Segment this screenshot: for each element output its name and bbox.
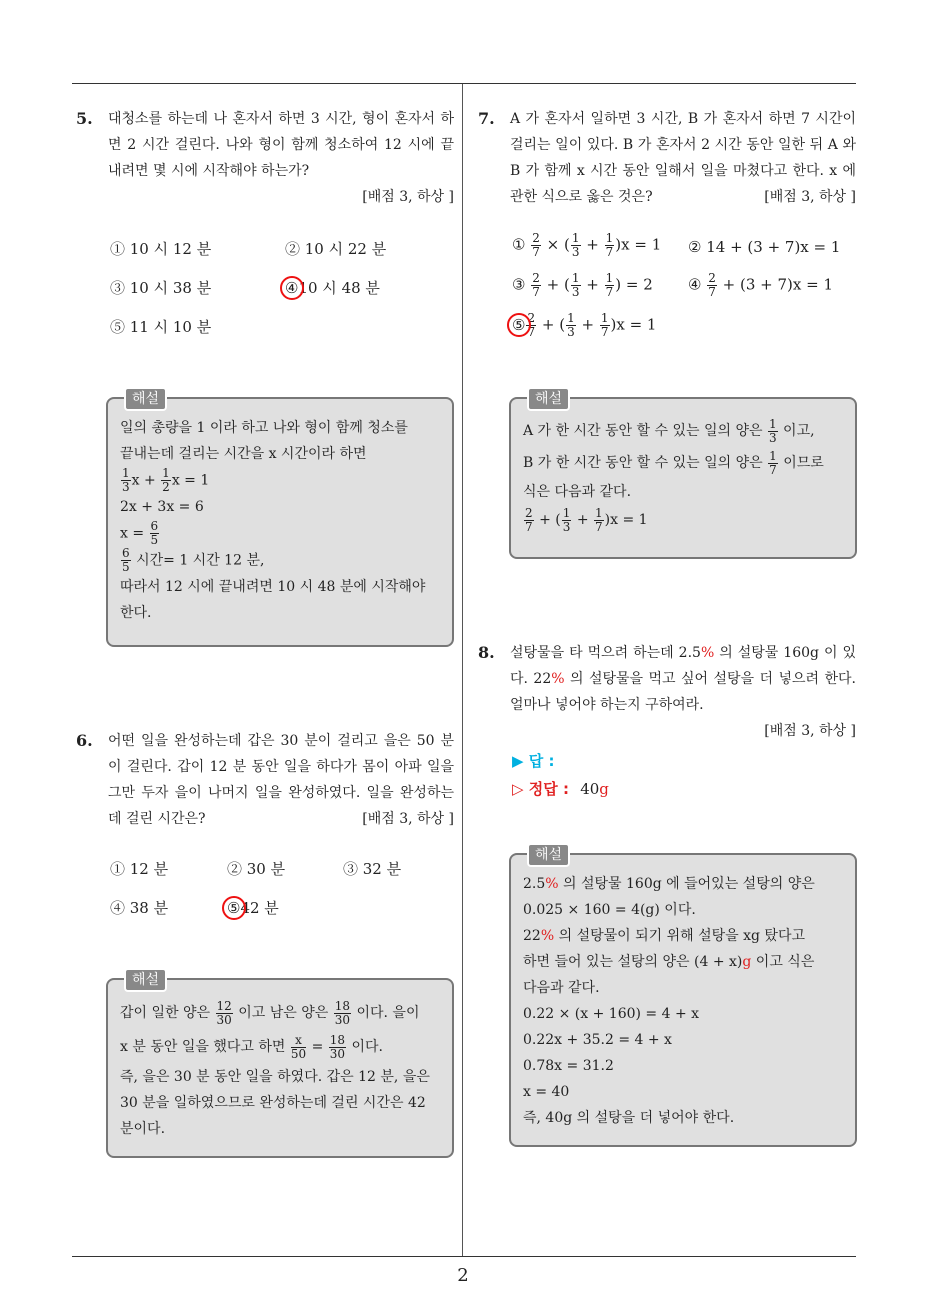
q5-option-1[interactable]: ① 10 시 12 분 [110, 240, 212, 258]
top-rule [72, 83, 856, 84]
question-number: 5. [76, 109, 93, 128]
correct-answer: ▷ 정답 : 40g [512, 780, 609, 798]
question-text: 설탕물을 타 먹으려 하는데 2.5% 의 설탕물 160g 이 있다. 22% 의 설탕물을 먹고 싶어 설탕을 더 넣으려 한다. 얼마나 넣어야 하는지 구하여라. [510, 645, 856, 713]
question-number: 8. [478, 643, 495, 662]
solution-tag: 해설 [527, 387, 570, 411]
q6-solution-box: 해설 갑이 일한 양은 $\frac{12}{30}$ 이고 남은 양은 $\frac{18}{30}$ 이다. 을이 x 분 동안 일을 했다고 하면 $\frac{x}{50}$ = $\frac{18}{30}$ 이다. 즉, 을은 30 분 동안 일을 하였다. 갑은 12 분, 을은 30 분을 일하였으므로 완성하는데 걸린 시간은 42 분이다. [106, 978, 454, 1158]
q7-solution-box: 해설 A 가 한 시간 동안 할 수 있는 일의 양은 $\frac{1}{3}$ 이고, B 가 한 시간 동안 할 수 있는 일의 양은 $\frac{1}{7}$ 이므로 식은 다음과 같다. $\frac{2}{7}$ + ( $\frac{1}{3}$ + $\frac{1}{7}$ )x = 1 [509, 397, 857, 559]
question-meta: [배점 3, 하상 ] [764, 723, 856, 739]
selected-answer-circle [280, 276, 304, 300]
q5-option-3[interactable]: ③ 10 시 38 분 [110, 279, 212, 297]
question-meta: [배점 3, 하상 ] [764, 189, 856, 205]
question-text: A 가 혼자서 일하면 3 시간, B 가 혼자서 하면 7 시간이 걸리는 일이 있다. B 가 혼자서 2 시간 동안 일한 뒤 A 와 B 가 함께 x 시간 동안 일해서 일을 마쳤다고 한다. x 에 관한 식으로 옳은 것은? [510, 111, 856, 205]
selected-answer-circle [507, 313, 531, 337]
question-7 [478, 106, 856, 210]
question-text: 대청소를 하는데 나 혼자서 하면 3 시간, 형이 혼자서 하면 2 시간 걸린다. 나와 형이 함께 청소하여 12 시에 끝내려면 몇 시에 시작해야 하는가? [108, 111, 454, 179]
page-number: 2 [457, 1265, 469, 1286]
q7-option-2[interactable]: ② 14 + (3 + 7)x = 1 [688, 238, 841, 256]
q8-solution-box: 해설 2.5% 의 설탕물 160g 에 들어있는 설탕의 양은 0.025 × 160 = 4(g) 이다. 22% 의 설탕물이 되기 위해 설탕을 xg 탔다고 하면 들어 있는 설탕의 양은 (4 + x)g 이고 식은 다음과 같다. 0.22 × (x + 160) = 4 + x 0.22x + 35.2 = 4 + x 0.78x = 31.2 x = 40 즉, 40g 의 설탕을 더 넣어야 한다. [509, 853, 857, 1147]
q6-option-1[interactable]: ① 12 분 [110, 860, 169, 878]
q6-option-5[interactable]: ⑤42 분 [227, 897, 279, 918]
q6-option-2[interactable]: ② 30 분 [227, 860, 286, 878]
q7-option-5[interactable]: ⑤ $\frac{2}{7}$ + ( $\frac{1}{3}$ + $\frac{1}{7}$ )x = 1 [512, 312, 656, 339]
solution-tag: 해설 [124, 387, 167, 411]
q6-option-4[interactable]: ④ 38 분 [110, 899, 169, 917]
question-8 [478, 640, 856, 744]
q5-option-4[interactable]: ④10 시 48 분 [285, 277, 380, 298]
question-number: 7. [478, 109, 495, 128]
q5-option-2[interactable]: ② 10 시 22 분 [285, 240, 387, 258]
solution-tag: 해설 [124, 968, 167, 992]
answer-label: ▶ 답 : [512, 752, 555, 770]
question-meta: [배점 3, 하상 ] [362, 811, 454, 827]
q7-option-4[interactable]: ④ $\frac{2}{7}$ + (3 + 7)x = 1 [688, 271, 833, 299]
q7-option-1[interactable]: ① $\frac{2}{7}$ × ( $\frac{1}{3}$ + $\frac{1}{7}$ )x = 1 [512, 231, 662, 259]
q6-option-3[interactable]: ③ 32 분 [343, 860, 402, 878]
question-5 [76, 106, 454, 210]
q5-solution-box: 해설 일의 총량을 1 이라 하고 나와 형이 함께 청소를 끝내는데 걸리는 시간을 x 시간이라 하면 $\frac{1}{3}$ x + $\frac{1}{2}$ x = 1 2x + 3x = 6 x = $\frac{6}{5}$ $\frac{6}{5}$ 시간= 1 시간 12 분, 따라서 12 시에 끝내려면 10 시 48 분에 시작해야 한다. [106, 397, 454, 647]
column-divider [462, 84, 463, 1257]
question-number: 6. [76, 731, 93, 750]
bottom-rule [72, 1256, 856, 1257]
selected-answer-circle [222, 896, 246, 920]
solution-tag: 해설 [527, 843, 570, 867]
question-text: 어떤 일을 완성하는데 갑은 30 분이 걸리고 을은 50 분이 걸린다. 갑이 12 분 동안 일을 하다가 몸이 아파 일을 그만 두자 을이 나머지 일을 완성하였다. 일을 완성하는데 걸린 시간은? [108, 733, 454, 827]
question-6 [76, 728, 454, 832]
q7-option-3[interactable]: ③ $\frac{2}{7}$ + ( $\frac{1}{3}$ + $\frac{1}{7}$ ) = 2 [512, 271, 653, 299]
question-meta: [배점 3, 하상 ] [362, 189, 454, 205]
q5-option-5[interactable]: ⑤ 11 시 10 분 [110, 318, 212, 336]
